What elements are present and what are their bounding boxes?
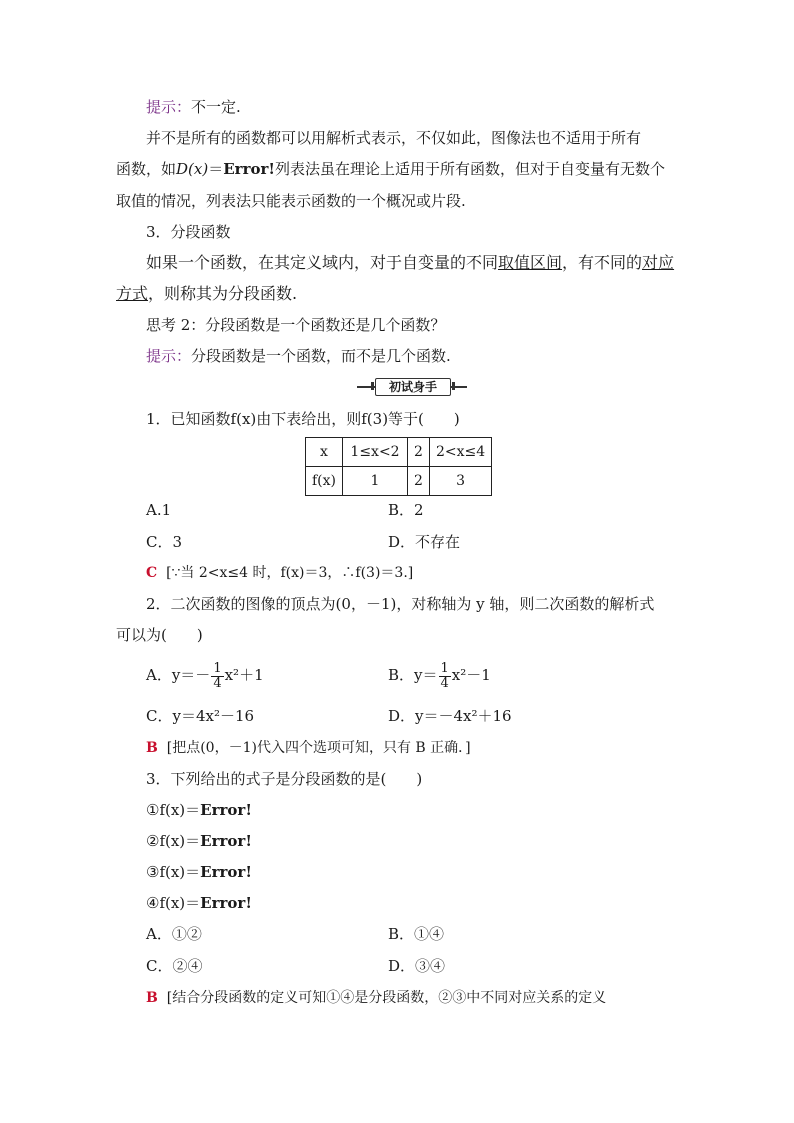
error-placeholder: Error! — [200, 894, 252, 912]
fraction: $\frac{1}{4}$ — [213, 660, 222, 691]
function-name: D(x) — [176, 160, 209, 178]
table-cell: 3 — [429, 467, 491, 496]
option-b: B．y＝ $\frac{1}{4}$ x²－1 — [388, 660, 491, 691]
hint-line-1 — [146, 97, 241, 117]
hint-label: 提示： — [146, 98, 192, 116]
table-cell: 1 — [343, 467, 408, 496]
answer-line-3 — [146, 988, 606, 1008]
option-a: A．y＝－ $\frac{1}{4}$ x²＋1 — [146, 660, 264, 691]
function-table — [305, 437, 492, 496]
option-c: C．y＝4x²－16 — [146, 707, 255, 725]
formula-item: ④f(x)＝Error! — [146, 894, 252, 912]
formula-item: ③f(x)＝Error! — [146, 863, 252, 881]
section-banner — [357, 376, 467, 398]
hint-text: 分段函数是一个函数，而不是几个函数. — [191, 347, 451, 365]
option-c: C．3 — [146, 533, 183, 551]
option-d: D．③④ — [388, 957, 446, 975]
section-heading: 3．分段函数 — [146, 223, 231, 241]
underlined-term: 对应 — [642, 253, 675, 272]
answer-explanation: [把点(0，－1)代入四个选项可知，只有 B 正确．] — [166, 740, 471, 756]
option-d: D．y＝－4x²＋16 — [388, 707, 512, 725]
definition-line: 方式，则称其为分段函数. — [116, 284, 298, 303]
hint-text: 不一定. — [191, 98, 241, 116]
paragraph-line: 并不是所有的函数都可以用解析式表示，不仅如此，图像法也不适用于所有 — [146, 129, 642, 147]
option-c: C．②④ — [146, 957, 203, 975]
formula-item: ①f(x)＝Error! — [146, 801, 252, 819]
error-placeholder: Error! — [200, 832, 252, 850]
table-cell: 2 — [408, 467, 430, 496]
error-placeholder: Error! — [200, 863, 252, 881]
table-cell: x — [306, 438, 343, 467]
table-cell: 2<x≤4 — [429, 438, 491, 467]
hint-line-2 — [146, 346, 451, 366]
paragraph-line: 函数，如D(x)＝Error!列表法虽在理论上适用于所有函数，但对于自变量有无数个 — [116, 160, 665, 178]
option-a: A．①② — [146, 925, 202, 943]
table-cell: 1≤x<2 — [343, 438, 408, 467]
table-cell: 2 — [408, 438, 430, 467]
think-question: 思考 2：分段函数是一个函数还是几个函数？ — [146, 316, 446, 334]
answer-explanation: [∵当 2<x≤4 时，f(x)＝3，∴f(3)＝3.] — [166, 565, 414, 581]
answer-line-2 — [146, 738, 471, 758]
question-2-stem: 2．二次函数的图像的顶点为(0，－1)，对称轴为 y 轴，则二次函数的解析式 — [146, 595, 655, 613]
answer-letter: B — [146, 990, 158, 1006]
table-row — [306, 438, 492, 467]
banner-label: 初试身手 — [375, 378, 451, 396]
question-1-stem: 1．已知函数f(x)由下表给出，则f(3)等于( ) — [146, 410, 460, 428]
answer-explanation: [结合分段函数的定义可知①④是分段函数，②③中不同对应关系的定义 — [166, 990, 607, 1006]
fraction: $\frac{1}{4}$ — [440, 660, 449, 691]
error-placeholder: Error! — [223, 160, 275, 178]
table-cell: f(x) — [306, 467, 343, 496]
option-b: B．2 — [388, 501, 424, 519]
underlined-term: 取值区间 — [498, 253, 563, 272]
definition-line: 如果一个函数，在其定义域内，对于自变量的不同取值区间，有不同的对应 — [146, 253, 675, 272]
answer-letter: C — [146, 565, 158, 581]
formula-item: ②f(x)＝Error! — [146, 832, 252, 850]
option-d: D．不存在 — [388, 533, 461, 551]
table-row — [306, 467, 492, 496]
underlined-term: 方式 — [116, 284, 149, 303]
answer-line-1 — [146, 563, 413, 583]
answer-letter: B — [146, 740, 158, 756]
question-3-stem: 3．下列给出的式子是分段函数的是( ) — [146, 770, 423, 788]
option-b: B．①④ — [388, 925, 445, 943]
error-placeholder: Error! — [200, 801, 252, 819]
hint-label: 提示： — [146, 347, 192, 365]
question-2-stem: 可以为( ) — [116, 626, 203, 644]
option-a: A.1 — [146, 501, 172, 519]
paragraph-line: 取值的情况，列表法只能表示函数的一个概况或片段. — [116, 192, 466, 210]
